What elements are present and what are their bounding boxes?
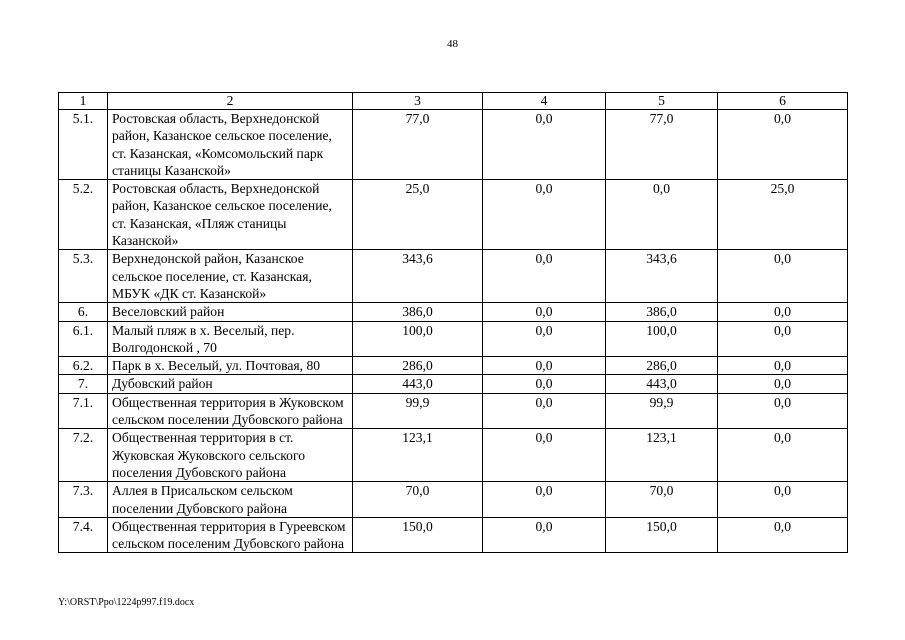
row-name-cell: Малый пляж в х. Веселый, пер. Волгодонской , 70 (108, 321, 353, 357)
row-number-cell: 5.3. (59, 250, 108, 303)
row-name-cell: Общественная территория в Жуковском сельском поселении Дубовского района (108, 393, 353, 429)
row-name-cell: Парк в х. Веселый, ул. Почтовая, 80 (108, 357, 353, 375)
page-number: 48 (447, 38, 458, 50)
table-row (59, 429, 848, 482)
row-col6-cell: 25,0 (718, 180, 848, 250)
row-col3-cell: 70,0 (353, 482, 483, 518)
table-row (59, 393, 848, 429)
row-col6-cell: 0,0 (718, 250, 848, 303)
budget-table (58, 92, 848, 553)
column-header: 4 (483, 93, 606, 110)
row-col4-cell: 0,0 (483, 321, 606, 357)
row-col5-cell: 123,1 (606, 429, 718, 482)
row-name-cell: Верхнедонской район, Казанское сельское поселение, ст. Казанская, МБУК «ДК ст. Казанской» (108, 250, 353, 303)
table-row (59, 110, 848, 180)
row-name-cell: Общественная территория в Гуреевском сельском поселеним Дубовского района (108, 517, 353, 553)
row-col3-cell: 123,1 (353, 429, 483, 482)
row-col5-cell: 0,0 (606, 180, 718, 250)
row-col4-cell: 0,0 (483, 375, 606, 393)
row-col3-cell: 77,0 (353, 110, 483, 180)
row-number-cell: 7. (59, 375, 108, 393)
row-number-cell: 7.1. (59, 393, 108, 429)
column-header: 2 (108, 93, 353, 110)
row-col4-cell: 0,0 (483, 357, 606, 375)
row-col4-cell: 0,0 (483, 482, 606, 518)
column-header: 6 (718, 93, 848, 110)
row-col5-cell: 99,9 (606, 393, 718, 429)
row-col6-cell: 0,0 (718, 321, 848, 357)
row-name-cell: Ростовская область, Верхнедонской район, Казанское сельское поселение, ст. Казанская, «Пляж станицы Казанской» (108, 180, 353, 250)
row-number-cell: 6. (59, 303, 108, 321)
row-col4-cell: 0,0 (483, 303, 606, 321)
column-header: 5 (606, 93, 718, 110)
row-name-cell: Веселовский район (108, 303, 353, 321)
row-col4-cell: 0,0 (483, 429, 606, 482)
row-number-cell: 5.1. (59, 110, 108, 180)
table-row (59, 375, 848, 393)
row-col5-cell: 443,0 (606, 375, 718, 393)
row-col3-cell: 150,0 (353, 517, 483, 553)
table-row (59, 180, 848, 250)
row-col6-cell: 0,0 (718, 110, 848, 180)
row-col3-cell: 100,0 (353, 321, 483, 357)
row-col3-cell: 99,9 (353, 393, 483, 429)
row-col4-cell: 0,0 (483, 250, 606, 303)
row-name-cell: Аллея в Присальском сельском поселении Дубовского района (108, 482, 353, 518)
row-col4-cell: 0,0 (483, 110, 606, 180)
row-col3-cell: 25,0 (353, 180, 483, 250)
row-number-cell: 5.2. (59, 180, 108, 250)
row-col5-cell: 70,0 (606, 482, 718, 518)
row-col3-cell: 286,0 (353, 357, 483, 375)
row-col5-cell: 100,0 (606, 321, 718, 357)
column-header: 1 (59, 93, 108, 110)
table-row (59, 517, 848, 553)
table-row (59, 303, 848, 321)
row-col3-cell: 386,0 (353, 303, 483, 321)
row-col6-cell: 0,0 (718, 482, 848, 518)
row-number-cell: 7.4. (59, 517, 108, 553)
row-col6-cell: 0,0 (718, 429, 848, 482)
row-col5-cell: 386,0 (606, 303, 718, 321)
row-number-cell: 6.1. (59, 321, 108, 357)
row-col6-cell: 0,0 (718, 393, 848, 429)
table-row (59, 482, 848, 518)
column-header: 3 (353, 93, 483, 110)
row-col6-cell: 0,0 (718, 375, 848, 393)
table-row (59, 321, 848, 357)
row-col5-cell: 286,0 (606, 357, 718, 375)
row-col4-cell: 0,0 (483, 180, 606, 250)
row-name-cell: Ростовская область, Верхнедонской район, Казанское сельское поселение, ст. Казанская, «Комсомольский парк станицы Казанской» (108, 110, 353, 180)
table-row (59, 250, 848, 303)
row-col6-cell: 0,0 (718, 517, 848, 553)
row-col4-cell: 0,0 (483, 393, 606, 429)
row-col6-cell: 0,0 (718, 303, 848, 321)
row-name-cell: Общественная территория в ст. Жуковская Жуковского сельского поселения Дубовского района (108, 429, 353, 482)
row-col5-cell: 150,0 (606, 517, 718, 553)
row-col3-cell: 443,0 (353, 375, 483, 393)
row-col6-cell: 0,0 (718, 357, 848, 375)
table-row (59, 357, 848, 375)
row-name-cell: Дубовский район (108, 375, 353, 393)
row-number-cell: 7.2. (59, 429, 108, 482)
row-col5-cell: 77,0 (606, 110, 718, 180)
row-col5-cell: 343,6 (606, 250, 718, 303)
row-number-cell: 7.3. (59, 482, 108, 518)
table-header-row (59, 93, 848, 110)
row-col4-cell: 0,0 (483, 517, 606, 553)
row-col3-cell: 343,6 (353, 250, 483, 303)
footer-file-path: Y:\ORST\Ppo\1224p997.f19.docx (58, 597, 195, 608)
row-number-cell: 6.2. (59, 357, 108, 375)
